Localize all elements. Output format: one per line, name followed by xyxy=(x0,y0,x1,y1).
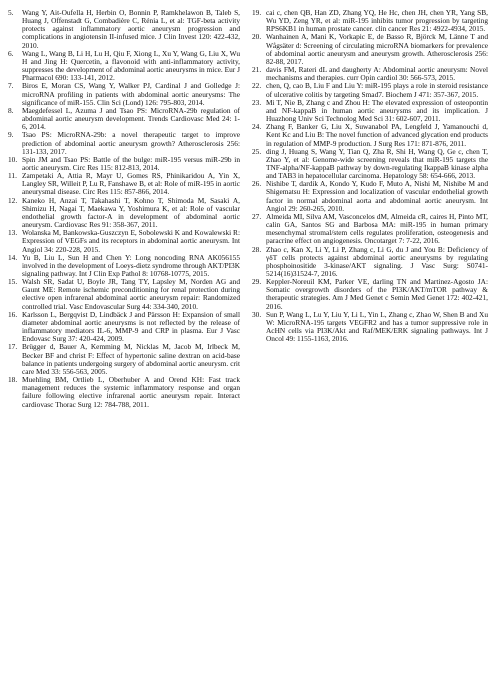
reference-entry xyxy=(252,9,488,33)
reference-entry xyxy=(252,82,488,98)
reference-number: 15. xyxy=(8,277,18,287)
reference-list-left xyxy=(8,9,240,409)
reference-number: 5. xyxy=(8,8,14,17)
reference-text: Yu B, Liu L, Sun H and Chen Y: Long noncoding RNA AK056155 involved in the development of Loeys-dietz syndrome through AKT/PI3K signaling pathway. Int J Clin Exp Pathol 8: 10768-10775, 2015. xyxy=(22,252,240,278)
reference-number: 12. xyxy=(8,195,18,205)
reference-entry xyxy=(8,9,240,50)
reference-entry xyxy=(252,180,488,213)
reference-entry xyxy=(8,278,240,311)
reference-text: Almeida MI, Silva AM, Vasconcelos dM, Almeida cR, caires H, Pinto MT, calin GA, Santos SG and Barbosa MA: miR-195 in human primary mesenchymal stromal/stem cells regulates proliferation, osteogenesis and paracrine effect on angiogenesis. Oncotarget 7: 7-22, 2016. xyxy=(266,211,488,246)
reference-text: Tsao PS: MicroRNA-29b: a novel therapeutic target to improve prediction of abdominal aortic aneurysm growth? Atherosclerosis 256: 131-133, 2017. xyxy=(22,130,240,156)
reference-entry xyxy=(8,229,240,253)
references-left-column xyxy=(8,9,240,409)
reference-number: 19. xyxy=(252,8,262,17)
reference-text: Zhao c, Kan X, Li Y, Li P, Zhang c, Li G, du J and You B: Deficiency of γδT cells protects against abdominal aortic aneurysms by regulating phosphoinositide 3-kinase/AKT signaling. J Vasc Surg: S0741-5214(16)31524-7, 2016. xyxy=(266,244,488,278)
reference-entry xyxy=(252,33,488,66)
reference-number: 28. xyxy=(252,244,262,254)
reference-number: 18. xyxy=(8,375,18,385)
reference-text: cai c, chen QB, Han ZD, Zhang YQ, He Hc, chen JH, chen YR, Yang SB, Wu YD, Zeng YR, et al: miR-195 inhibits tumor progression by targeting RPS6KB1 in human prostate cancer. clin cancer Res 21: 4922-4934, 2015. xyxy=(266,8,488,34)
reference-text: Zhang F, Banker G, Liu X, Suwanabol PA, Lengfeld J, Yamanouchi d, Kent Kc and Liu B: The novel function of advanced glycation end products in regulation of MMP-9 production. J Surg Res 171: 871-876, 2011. xyxy=(266,122,488,148)
reference-number: 25. xyxy=(252,146,262,156)
reference-entry xyxy=(252,311,488,344)
reference-text: Brügger d, Bauer A, Kemming M, Nicklas M, Jacob M, Irlbeck M, Becker BF and christ F: Effect of hypertonic saline dextran on acid-base balance in patients undergoing surgery of abdominal aortic aneurysm. crit care Med 33: 556-563, 2005. xyxy=(22,342,240,376)
reference-text: Sun P, Wang L, Lu Y, Liu Y, Li L, Yin L, Zhang c, Zhao W, Shen B and Xu W: MicroRNA-195 targets VEGFR2 and has a tumor suppressive role in AcHN cells via PI3K/Akt and Raf/MEK/ERK signaling pathways. Int J Oncol 49: 1155-1163, 2016. xyxy=(266,309,488,344)
reference-text: davis FM, Rateri dL and daugherty A: Abdominal aortic aneurysm: Novel mechanisms and therapies. curr Opin cardiol 30: 566-573, 2015. xyxy=(266,65,488,83)
reference-entry xyxy=(252,246,488,279)
reference-number: 13. xyxy=(8,228,18,238)
reference-number: 23. xyxy=(252,97,262,107)
reference-number: 7. xyxy=(8,81,14,91)
reference-number: 22. xyxy=(252,81,262,91)
reference-entry xyxy=(252,123,488,147)
reference-text: ding J, Huang S, Wang Y, Tian Q, Zha R, Shi H, Wang Q, Ge c, chen T, Zhao Y, et al: Genome-wide screening reveals that miR-195 targets the TNF-alpha/NF-kappaB pathway by down-regulating IkappaB kinase alpha and TAB3 in hepatocellular carcinoma. Hepatology 58: 654-666, 2013. xyxy=(266,146,488,181)
reference-entry xyxy=(8,311,240,344)
reference-number: 9. xyxy=(8,130,14,140)
reference-number: 29. xyxy=(252,277,262,287)
reference-text: Karlsson L, Bergqvist D, Lindbäck J and Pärsson H: Expansion of small diameter abdominal aortic aneurysms is not reflected by the release of inflammatory mediators IL-6, MMP-9 and CRP in plasma. Eur J Vasc Endovasc Surg 37: 420-424, 2009. xyxy=(22,309,240,344)
reference-entry xyxy=(8,82,240,106)
reference-number: 30. xyxy=(252,309,262,319)
reference-number: 8. xyxy=(8,105,14,115)
reference-number: 14. xyxy=(8,252,18,262)
reference-number: 26. xyxy=(252,179,262,189)
reference-text: chen, Q, cao B, Liu F and Liu Y: miR-195 plays a role in steroid resistance of ulcerative colitis by targeting Smad7. Biochem J 471: 357-367, 2015. xyxy=(266,81,488,99)
reference-number: 24. xyxy=(252,122,262,132)
reference-list-right xyxy=(252,9,488,343)
reference-number: 27. xyxy=(252,211,262,221)
reference-text: Keppler-Noreuil KM, Parker VE, darling TN and Martinez-Agosto JA: Somatic overgrowth disorders of the PI3K/AKT/mTOR pathway & therapeutic strategies. Am J Med Genet c Semin Med Genet 172: 402-421, 2016. xyxy=(266,277,488,311)
reference-number: 16. xyxy=(8,309,18,319)
reference-text: Wanhainen A, Mani K, Vorkapic E, de Basso R, Björck M, Länne T and Wågsäter d: Screening of circulating microRNA biomarkers for prevalence of abdominal aortic aneurysm and aneurysm growth. Atherosclerosis 256: 82-88, 2017. xyxy=(266,32,488,66)
reference-text: Kaneko H, Anzai T, Takahashi T, Kohno T, Shimoda M, Sasaki A, Shimizu H, Nagai T, Maekawa Y, Yoshimura K, et al: Role of vascular endothelial growth factor-A in development of abdominal aortic aneurysm. Cardiovasc Res 91: 358-367, 2011. xyxy=(22,195,240,230)
reference-entry xyxy=(8,343,240,376)
reference-text: Biros E, Moran CS, Wang Y, Walker PJ, Cardinal J and Golledge J: microRNA profiling in patients with abdominal aortic aneurysms: The significance of miR-155. Clin Sci (Lond) 126: 795-803, 2014. xyxy=(22,81,240,107)
references-right-column xyxy=(252,9,488,343)
reference-entry xyxy=(8,131,240,155)
reference-entry xyxy=(8,376,240,409)
reference-text: Zampetaki A, Attia R, Mayr U, Gomes RS, Phinikaridou A, Yin X, Langley SR, Willeit P, Lu R, Fanshawe B, et al: Role of miR-195 in aortic aneurysmal disease. Circ Res 115: 857-866, 2014. xyxy=(22,171,240,197)
reference-number: 10. xyxy=(8,154,18,164)
reference-number: 11. xyxy=(8,171,17,181)
reference-entry xyxy=(8,107,240,131)
reference-text: Nishibe T, dardik A, Kondo Y, Kudo F, Muto A, Nishi M, Nishibe M and Shigematsu H: Expression and localization of vascular endothelial growth factor in normal abdominal aorta and abdominal aortic aneurysm. Int Angiol 29: 260-265, 2010. xyxy=(266,179,488,213)
reference-number: 21. xyxy=(252,65,262,75)
reference-text: Walsh SR, Sadat U, Boyle JR, Tang TY, Lapsley M, Norden AG and Gaunt ME: Remote ischemic preconditioning for renal protection during elective open infrarenal abdominal aortic aneurysm repair: Randomized controlled trial. Vasc Endovascular Surg 44: 334-340, 2010. xyxy=(22,277,240,311)
reference-text: Wang Y, Ait-Oufella H, Herbin O, Bonnin P, Ramkhelawon B, Taleb S, Huang J, Offenstadt G, Combadière C, Rénia L, et al: TGF-beta activity protects against inflammatory aortic aneurysm progression and complications in angiotensin II-infused mice. J Clin Invest 120: 422-432, 2010. xyxy=(22,8,240,50)
reference-entry xyxy=(252,213,488,246)
reference-entry xyxy=(252,66,488,82)
reference-entry xyxy=(252,148,488,181)
reference-entry xyxy=(252,278,488,311)
reference-entry xyxy=(8,172,240,196)
reference-text: Muehling BM, Ortlieb L, Oberhuber A and Orend KH: Fast track management reduces the systemic inflammatory response and organ failure following elective infrarenal aortic aneurysm repair. Interact cardiovasc Thorac Surg 12: 784-788, 2011. xyxy=(22,375,240,409)
reference-entry xyxy=(8,197,240,230)
reference-number: 20. xyxy=(252,32,262,42)
reference-text: Maegdefessel L, Azuma J and Tsao PS: MicroRNA-29b regulation of abdominal aortic aneurysm development. Trends Cardiovasc Med 24: 1-6, 2014. xyxy=(22,105,240,132)
reference-text: Wolanska M, Bankowska-Guszczyn E, Sobolewski K and Kowalewski R: Expression of VEGFs and its receptors in abdominal aortic aneurysm. Int Angiol 34: 220-228, 2015. xyxy=(22,228,240,254)
reference-entry xyxy=(8,156,240,172)
reference-number: 6. xyxy=(8,48,14,58)
reference-entry xyxy=(8,254,240,278)
reference-entry xyxy=(252,99,488,123)
reference-text: Wang L, Wang B, Li H, Lu H, Qiu F, Xiong L, Xu Y, Wang G, Liu X, Wu H and Jing H: Quercetin, a flavonoid with anti-inflammatory activity, suppresses the development of abdominal aortic aneurysms in mice. Eur J Pharmacol 690: 133-141, 2012. xyxy=(22,48,240,83)
reference-text: Spin JM and Tsao PS: Battle of the bulge: miR-195 versus miR-29b in aortic aneurysm. Circ Res 115: 812-813, 2014. xyxy=(22,154,240,172)
reference-entry xyxy=(8,50,240,83)
reference-number: 17. xyxy=(8,342,18,352)
reference-text: Mi T, Nie B, Zhang c and Zhou H: The elevated expression of osteopontin and NF-kappaB in human aortic aneurysms and its implication. J Huazhong Univ Sci Technolog Med Sci 31: 602-607, 2011. xyxy=(266,97,488,124)
